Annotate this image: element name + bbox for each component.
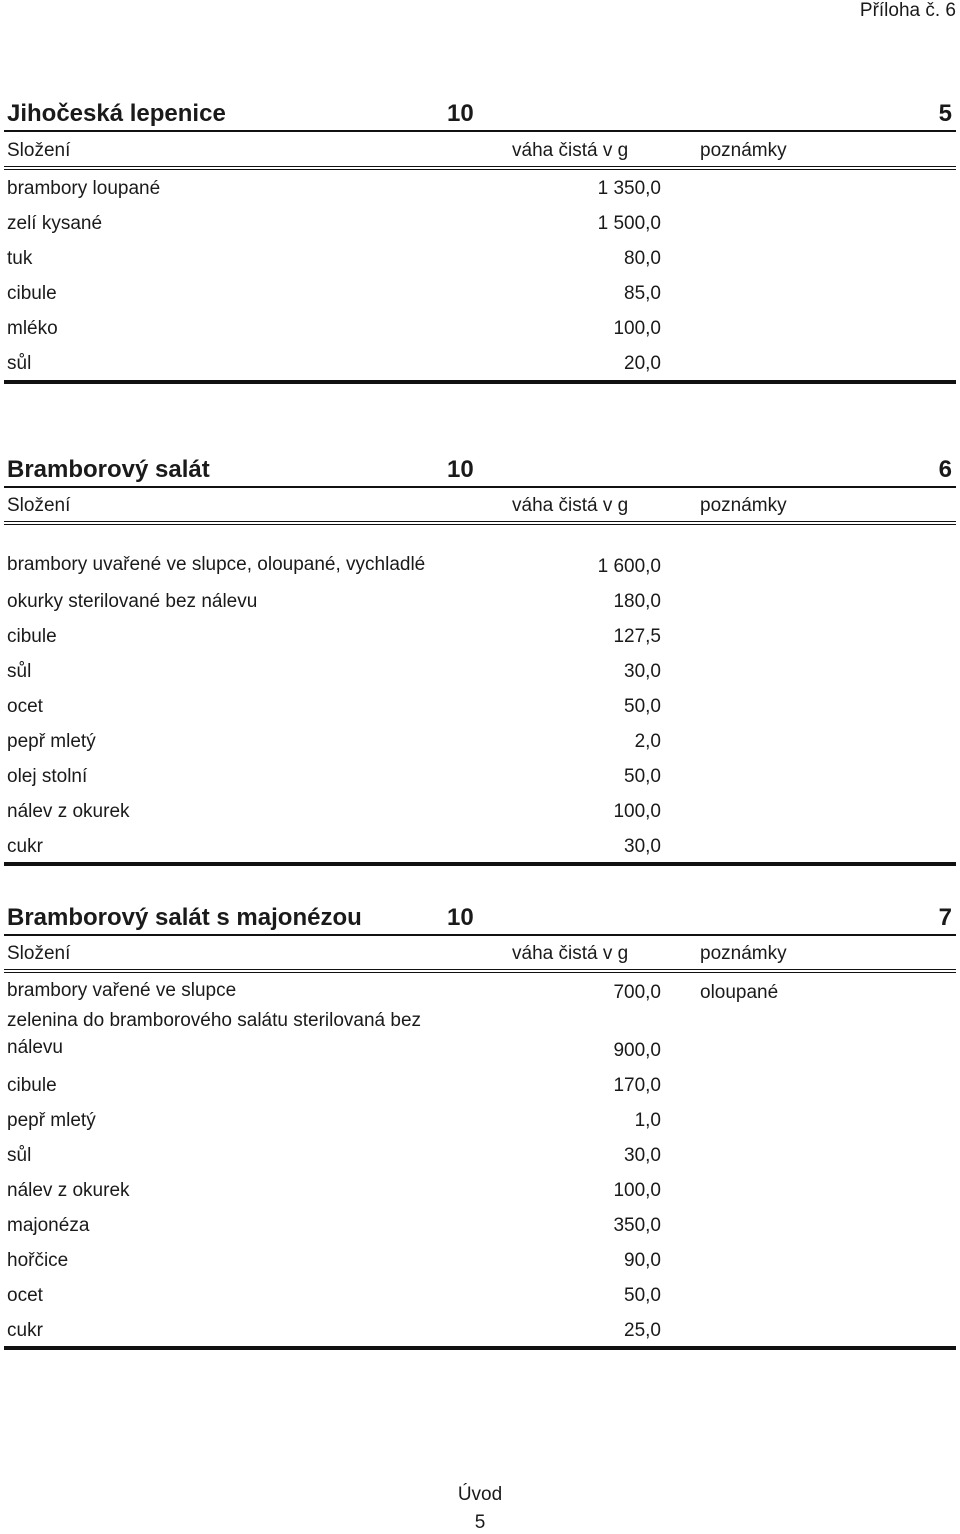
ingredient-weight: 350,0	[613, 1215, 661, 1236]
header-weight: váha čistá v g	[512, 495, 629, 516]
ingredient-name: cukr	[7, 1320, 43, 1341]
ingredient-weight: 1 350,0	[597, 178, 661, 199]
recipe-title: Bramborový salát	[7, 456, 210, 483]
ingredient-name: cibule	[7, 1075, 57, 1096]
ingredient-name: cukr	[7, 836, 43, 857]
ingredient-name: nálev z okurek	[7, 801, 130, 822]
header-notes: poznámky	[700, 140, 787, 161]
header-composition: Složení	[7, 943, 71, 964]
recipe-portions: 10	[447, 904, 474, 931]
ingredient-name: zelí kysané	[7, 213, 103, 234]
header-rule	[4, 166, 956, 170]
ingredient-name: pepř mletý	[7, 1110, 96, 1131]
ingredient-name: sůl	[7, 1145, 32, 1166]
ingredient-name: ocet	[7, 696, 43, 717]
header-rule	[4, 969, 956, 973]
header-composition: Složení	[7, 495, 71, 516]
ingredient-name: majonéza	[7, 1215, 90, 1236]
ingredient-weight: 30,0	[624, 836, 661, 857]
ingredient-weight: 100,0	[613, 318, 661, 339]
title-rule	[4, 934, 956, 936]
ingredient-weight: 100,0	[613, 1180, 661, 1201]
ingredient-weight: 900,0	[613, 1040, 661, 1061]
ingredient-name: cibule	[7, 626, 57, 647]
ingredient-name: hořčice	[7, 1250, 69, 1271]
recipe-number: 5	[938, 100, 952, 127]
recipe-title: Jihočeská lepenice	[7, 100, 226, 127]
section-end-rule	[4, 1346, 956, 1350]
ingredient-weight: 1 500,0	[597, 213, 661, 234]
ingredient-weight: 1 600,0	[597, 556, 661, 577]
ingredient-name: tuk	[7, 248, 33, 269]
ingredient-weight: 2,0	[634, 731, 661, 752]
ingredient-name: sůl	[7, 353, 32, 374]
recipe-title: Bramborový salát s majonézou	[7, 904, 362, 931]
section-end-rule	[4, 862, 956, 866]
ingredient-weight: 85,0	[624, 283, 661, 304]
ingredient-name: sůl	[7, 661, 32, 682]
ingredient-name: cibule	[7, 283, 57, 304]
recipe-number: 7	[938, 904, 952, 931]
header-weight: váha čistá v g	[512, 943, 629, 964]
ingredient-weight: 50,0	[624, 766, 661, 787]
page-number: 5	[474, 1512, 486, 1533]
ingredient-weight: 90,0	[624, 1250, 661, 1271]
ingredient-weight: 180,0	[613, 591, 661, 612]
ingredient-weight: 30,0	[624, 661, 661, 682]
ingredient-name: okurky sterilované bez nálevu	[7, 591, 258, 612]
recipe-portions: 10	[447, 100, 474, 127]
ingredient-weight: 170,0	[613, 1075, 661, 1096]
ingredient-name: olej stolní	[7, 766, 88, 787]
header-rule	[4, 521, 956, 525]
ingredient-name: zelenina do bramborového salátu sterilovaná bez	[7, 1010, 422, 1031]
title-rule	[4, 130, 956, 132]
section-end-rule	[4, 380, 956, 384]
ingredient-weight: 20,0	[624, 353, 661, 374]
ingredient-weight: 127,5	[613, 626, 661, 647]
ingredient-name: pepř mletý	[7, 731, 96, 752]
annex-label: Příloha č. 6	[859, 0, 956, 21]
header-notes: poznámky	[700, 495, 787, 516]
ingredient-name: mléko	[7, 318, 58, 339]
ingredient-weight: 25,0	[624, 1320, 661, 1341]
header-weight: váha čistá v g	[512, 140, 629, 161]
footer-section: Úvod	[457, 1484, 503, 1505]
ingredient-weight: 50,0	[624, 696, 661, 717]
recipe-number: 6	[938, 456, 952, 483]
ingredient-weight: 1,0	[634, 1110, 661, 1131]
ingredient-name-continued: nálevu	[7, 1037, 63, 1058]
ingredient-weight: 50,0	[624, 1285, 661, 1306]
ingredient-name: brambory uvařené ve slupce, oloupané, vychladlé	[7, 554, 426, 575]
header-notes: poznámky	[700, 943, 787, 964]
recipe-portions: 10	[447, 456, 474, 483]
ingredient-name: ocet	[7, 1285, 43, 1306]
title-rule	[4, 486, 956, 488]
ingredient-name: nálev z okurek	[7, 1180, 130, 1201]
ingredient-note: oloupané	[700, 982, 779, 1003]
ingredient-weight: 30,0	[624, 1145, 661, 1166]
ingredient-weight: 100,0	[613, 801, 661, 822]
ingredient-weight: 700,0	[613, 982, 661, 1003]
ingredient-weight: 80,0	[624, 248, 661, 269]
header-composition: Složení	[7, 140, 71, 161]
ingredient-name: brambory loupané	[7, 178, 161, 199]
ingredient-name: brambory vařené ve slupce	[7, 980, 237, 1001]
